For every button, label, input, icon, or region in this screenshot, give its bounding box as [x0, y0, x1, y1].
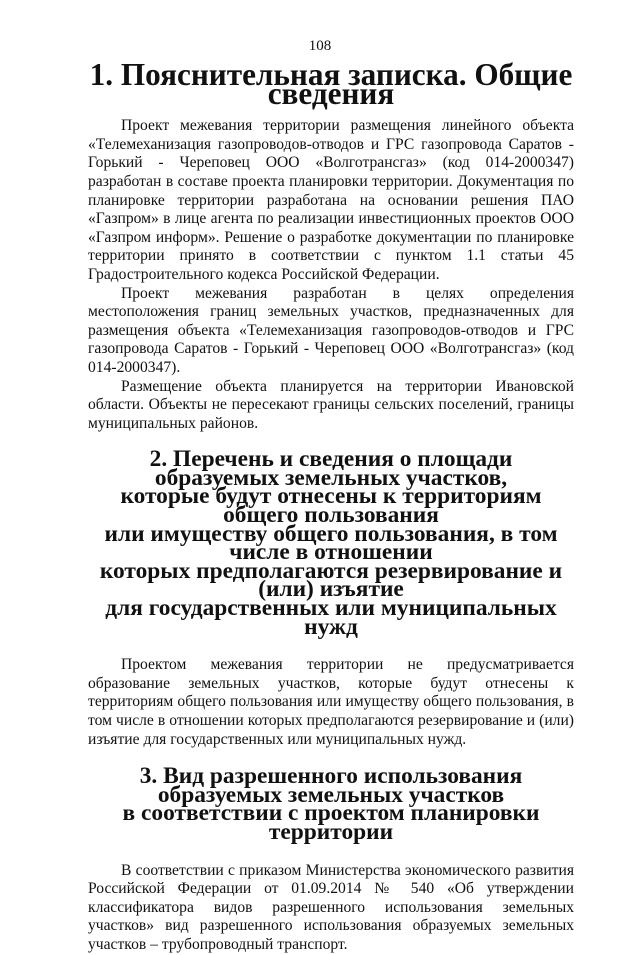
section-2-title-line: которые будут отнесены к территориям общего пользования: [120, 483, 542, 529]
section-3-title: [88, 763, 574, 845]
section-1-paragraph-1: Проект межевания территории размещения линейного объекта «Телемеханизация газопроводов-отводов и ГРС газопровода Саратов - Горький - Череповец ООО «Волготрансгаз» (код 014-2000347) разработан в составе проекта планировки территории. Документация по планировке территории разработана на основании решения ПАО «Газпром» в лице агента по реализации инвестиционных проектов ООО «Газпром информ». Решение о разработке документации по планировке территории принято в соответствии с пунктом 1.1 статьи 45 Градостроительного кодекса Российской Федерации.: [88, 117, 574, 283]
document-body: [88, 57, 574, 955]
section-2-paragraph-1: Проектом межевания территории не предусматривается образование земельных участков, которые будут отнесены к территориям общего пользования или имуществу общего пользования, в том числе в отношении которых предполагаются резервирование и (или) изъятие для государственных или муниципальных нужд.: [88, 656, 574, 748]
section-2-title-line: 2. Перечень и сведения о площади образуемых земельных участков,: [149, 446, 513, 491]
section-2-title-line: для государственных или муниципальных нужд: [105, 595, 557, 640]
page-number: 108: [308, 38, 332, 54]
section-1-title: 1. Пояснительная записка. Общие сведения: [89, 57, 573, 111]
section-1-paragraph-3: Размещение объекта планируется на территории Ивановской области. Объекты не пересекают границы сельских поселений, границы муниципальных районов.: [88, 377, 574, 432]
section-3-paragraph-1: В соответствии с приказом Министерства экономического развития Российской Федерации от 01.09.2014 № 540 «Об утверждении классификатора видов разрешенного использования земельных участков» вид разрешенного использования образуемых земельных участков – трубопроводный транспорт.: [88, 861, 574, 953]
section-2-title: [88, 446, 574, 640]
section-1-paragraph-2: Проект межевания разработан в целях определения местоположения границ земельных участков, предназначенных для размещения объекта «Телемеханизация газопроводов-отводов и ГРС газопровода Саратов - Горький - Череповец ООО «Волготрансгаз» (код 014-2000347).: [88, 284, 574, 376]
section-3-title-line: в соответствии с проектом планировки территории: [122, 800, 540, 845]
section-2-title-line: или имуществу общего пользования, в том числе в отношении: [104, 520, 558, 566]
section-3-title-line: 3. Вид разрешенного использования образуемых земельных участков: [139, 763, 523, 808]
section-2-title-line: которых предполагаются резервирование и (или) изъятие: [99, 557, 563, 603]
